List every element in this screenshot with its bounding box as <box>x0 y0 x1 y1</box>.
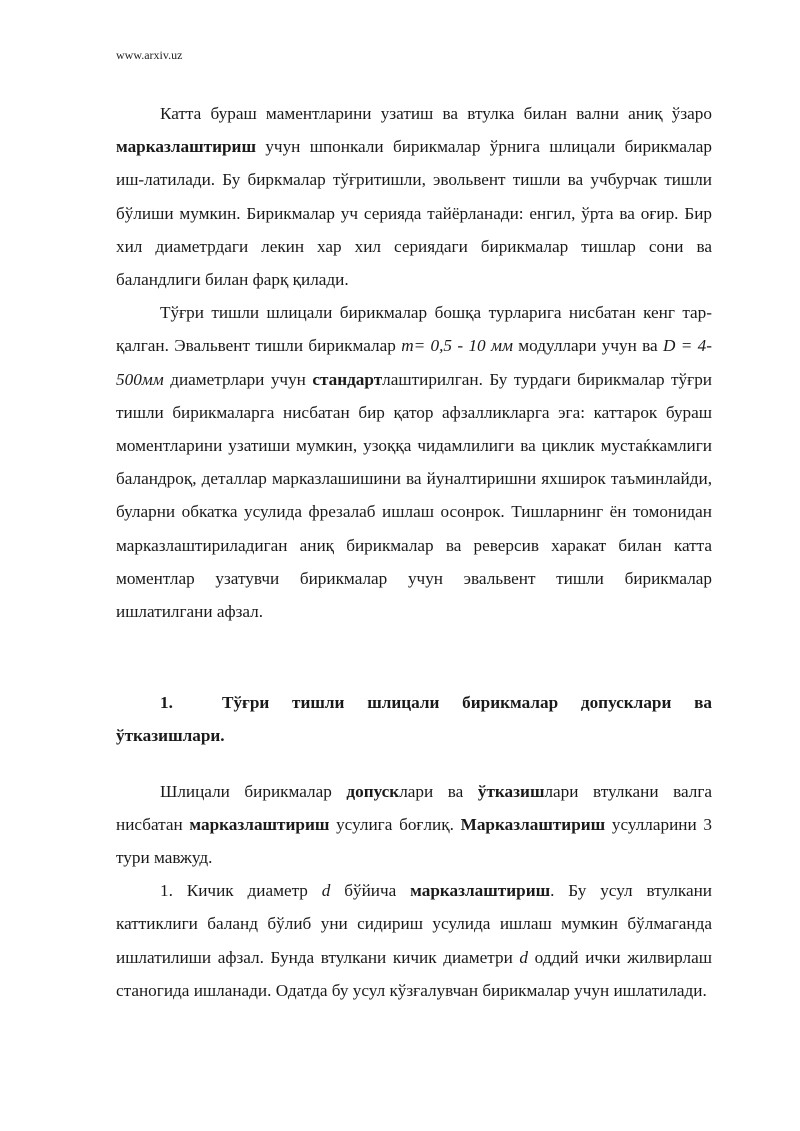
bold-term: Марказлаштириш <box>460 814 606 834</box>
bold-term: марказлаштириш <box>410 881 551 901</box>
spacer <box>116 753 712 775</box>
bold-term: марказлаштириш <box>116 137 256 157</box>
bold-term: допуск <box>346 781 400 801</box>
text-run: Шлицали бирикмалар <box>160 781 347 801</box>
paragraph-intro <box>116 97 712 296</box>
section-number: 1. <box>160 693 173 713</box>
text-run: лаштирилган. Бу турдаги бирикмалар тўғри тишли бирикмаларга нисбатан бир қатор афзалликларга эга: каттарок бураш моментларини узатиши мумкин, узоққа чидамлилиги ва циклик мустаќкамлиги баландроқ, деталлар марказлашишини ва йуналтиришни яхширок таъминлайди, буларни обкатка усулида фрезалаб ишлаш осонрок. Тишларнинг ён томонидан марказлаштириладиган аниқ бирикмалар ва реверсив харакат билан катта моментлар узатувчи бирикмалар учун эвальвент тишли бирикмалар ишлатилгани афзал. <box>116 369 712 622</box>
text-run: 1. Кичик диаметр <box>160 881 322 901</box>
italic-formula-module: m= 0,5 - 10 мм <box>401 336 513 356</box>
bold-term: марказлаштириш <box>189 814 330 834</box>
bold-term: стандарт <box>312 369 383 389</box>
italic-symbol-d: d <box>321 881 331 901</box>
paragraph-straight-splines <box>116 296 712 628</box>
section-title: Тўғри тишли шлицали бирикмалар допусклари ва ўтказишлари. <box>116 693 712 746</box>
document-body <box>116 97 712 1007</box>
text-run: оддий ички жилвирлаш станогида ишланади. Одатда бу усул кўзғалувчан бирикмалар учун ишлатилади. <box>116 947 712 1000</box>
text-run: модуллари учун ва <box>512 336 663 356</box>
text-run: лари ва <box>399 781 478 801</box>
paragraph-tolerances <box>116 775 712 875</box>
italic-formula-diameter: D = 4- 500мм <box>116 336 713 389</box>
text-run: усулига боғлиқ. <box>329 814 461 834</box>
text-run: диаметрлари учун <box>163 369 313 389</box>
paragraph-small-diameter <box>116 874 712 1007</box>
text-run: Тўғри тишли шлицали бирикмалар бошқа турларига нисбатан кенг тар-қалган. Эвальвент тишли бирикмалар <box>116 303 712 356</box>
bold-term: ўтказиш <box>477 781 545 801</box>
section-heading <box>116 686 712 752</box>
text-run: . Бу усул втулкани каттиклиги баланд бўлиб уни сидириш усулида ишлаш мумкин бўлмаганда ишлатилиши афзал. Бунда втулкани кичик диаметри <box>116 881 712 967</box>
text-run: Катта бураш маментларини узатиш ва втулка билан вални аниқ ўзаро <box>160 104 712 123</box>
italic-symbol-d: d <box>519 947 529 967</box>
text-run: лари втулкани валга нисбатан <box>116 781 712 834</box>
text-run: бўйича <box>330 881 411 901</box>
website-header: www.arxiv.uz <box>116 48 183 62</box>
text-run: усулларини 3 тури мавжуд. <box>116 814 712 868</box>
text-run: учун шпонкали бирикмалар ўрнига шлицали бирикмалар иш-латилади. Бу биркмалар тўғритишли, эвольвент тишли ва учбурчак тишли бўлиши мумкин. Бирикмалар уч серияда тайёрланади: енгил, ўрта ва оғир. Бир хил диаметрдаги лекин хар хил сериядаги бирикмалар тишлар сони ва баландлиги билан фарқ қилади. <box>116 137 712 290</box>
